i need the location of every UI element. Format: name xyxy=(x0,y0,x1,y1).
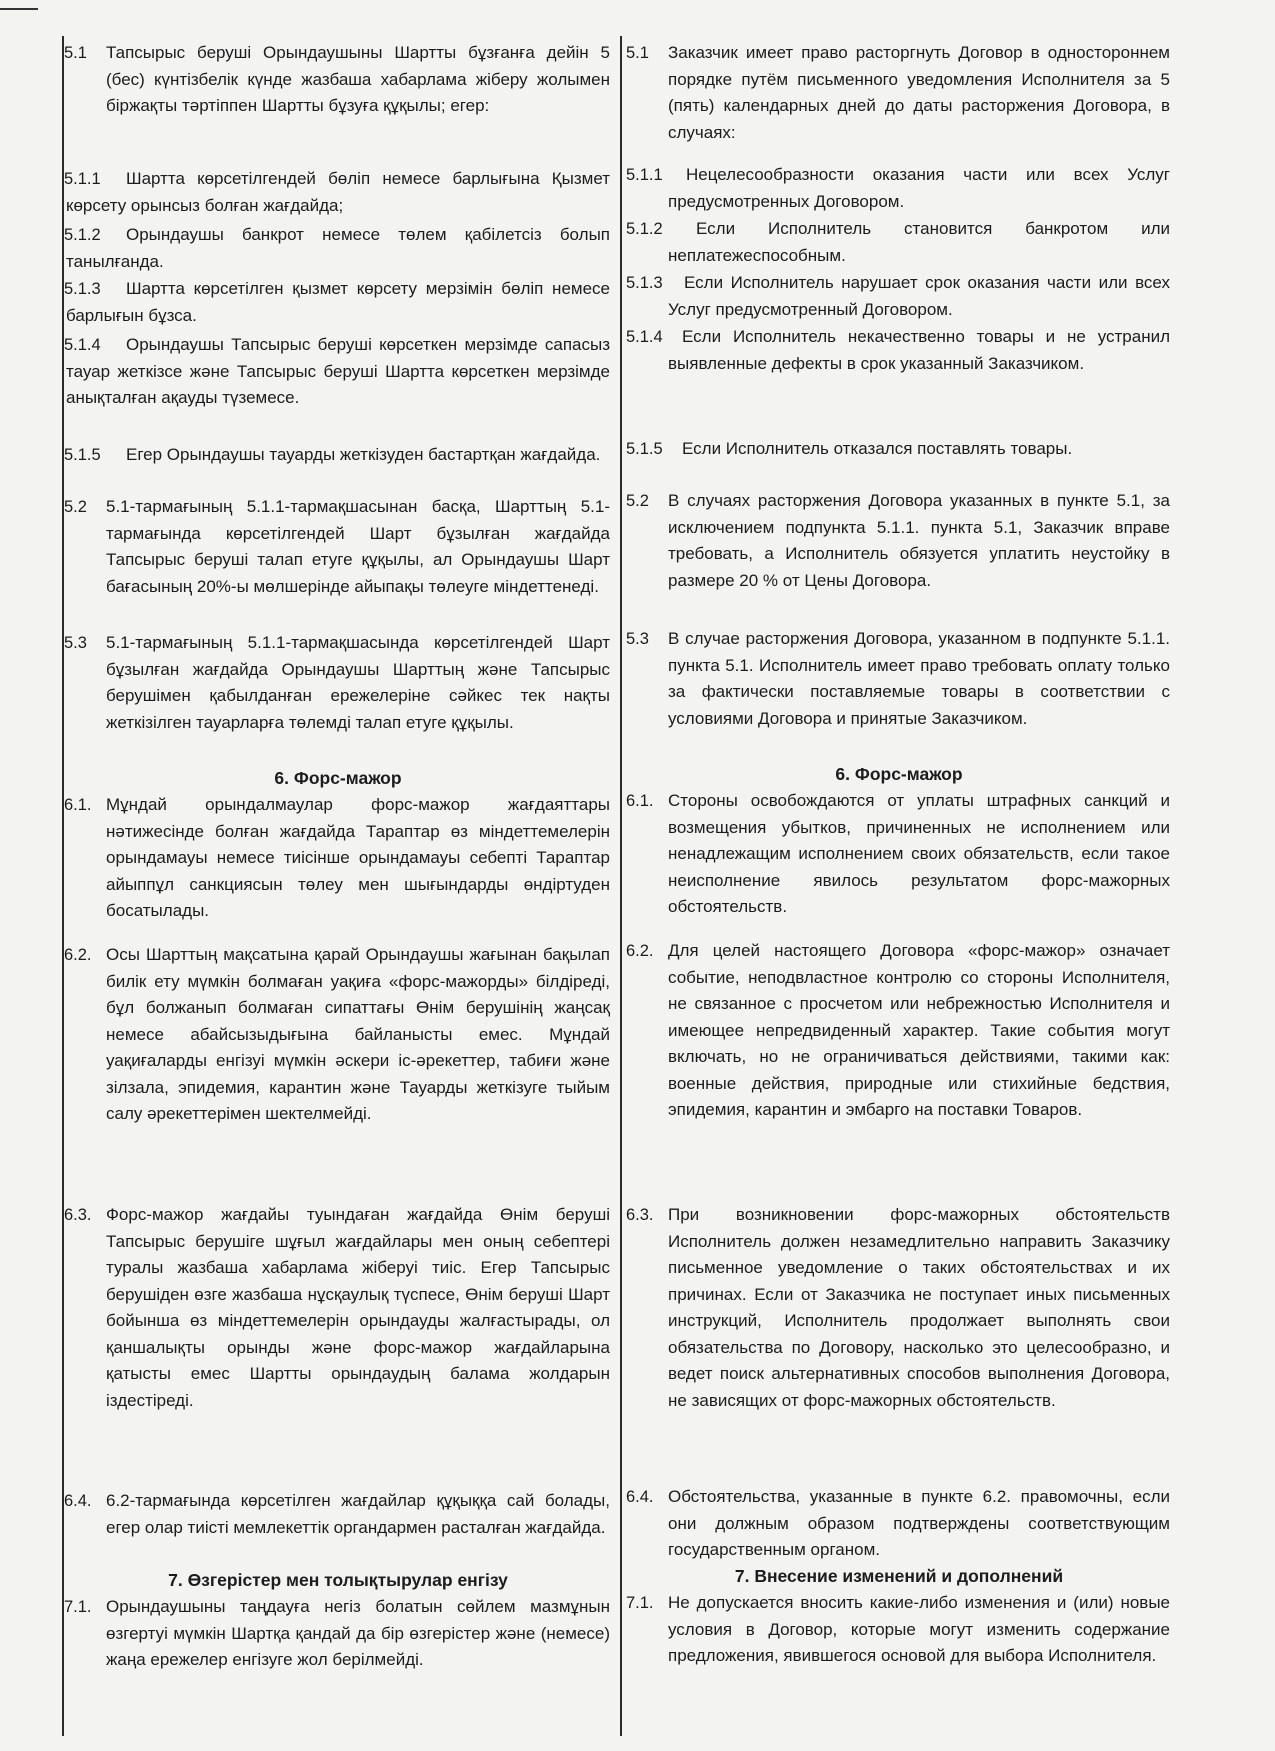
clause-5-1-3-kz xyxy=(66,276,610,329)
clause-number: 6.4. xyxy=(626,1488,654,1506)
clause-text: Заказчик имеет право расторгнуть Договор в одностороннем порядке путём письменного уведомления Исполнителя за 5 (пять) календарных дней до даты расторжения Договора, в случаях: xyxy=(668,43,1170,142)
clause-number: 5.1.3 xyxy=(64,280,101,298)
clause-text: Шартта көрсетілгендей бөліп немесе барлығына Қызмет көрсету орынсыз болған жағдайда; xyxy=(66,169,610,215)
clause-text: Орындаушыны таңдауға негіз болатын сөйлем мазмұнын өзгертуі мүмкін Шартқа қандай да бір өзгерістер және (немесе) жаңа ережелер енгізуге жол берілмейді. xyxy=(106,1597,610,1669)
top-margin-mark xyxy=(0,8,38,10)
clause-number: 5.3 xyxy=(64,634,87,652)
clause-text: В случаях расторжения Договора указанных в пункте 5.1, за исключением подпункта 5.1.1. пункта 5.1, Заказчик вправе требовать, а Исполнитель обязуется уплатить неустойку в размере 20 % от Цены Договора. xyxy=(668,491,1170,590)
clause-6-2-kz xyxy=(66,942,610,1128)
clause-5-1-3-ru xyxy=(628,270,1170,323)
column-divider-line xyxy=(620,36,622,1736)
clause-text: Нецелесообразности оказания части или всех Услуг предусмотренных Договором. xyxy=(668,165,1170,211)
clause-6-1-kz xyxy=(66,792,610,925)
clause-number: 5.1.4 xyxy=(64,336,101,354)
clause-number: 5.1.1 xyxy=(626,166,663,184)
section-7-heading-kz: 7. Өзгерістер мен толықтырулар енгізу xyxy=(168,1570,508,1590)
clause-text: 5.1-тармағының 5.1.1-тармақшасында көрсетілгендей Шарт бұзылған жағдайда Орындаушы Шарттың және Тапсырыс берушімен қабылданған ережелеріне сәйкес тек нақты жеткізілген тауарларға төлемді талап етуге құқылы. xyxy=(106,633,610,732)
section-6-heading-kz: 6. Форс-мажор xyxy=(274,768,402,788)
clause-number: 5.1 xyxy=(64,44,87,62)
section-6-heading-ru: 6. Форс-мажор xyxy=(835,764,963,784)
clause-5-1-1-ru xyxy=(628,162,1170,215)
clause-6-3-kz xyxy=(66,1202,610,1414)
clause-text: Мұндай орындалмаулар форс-мажор жағдаяттары нәтижесінде болған жағдайда Тараптар өз міндеттемелерін орындамауы немесе тиісінше орындамауы себепті Тараптар айыппұл санкциясын төлеу мен шығындарды өндіртуден босатылады. xyxy=(106,795,610,920)
clause-text: При возникновении форс-мажорных обстоятельств Исполнитель должен незамедлительно направить Заказчику письменное уведомление о таких обстоятельствах и их причинах. Если от Заказчика не поступает иных письменных инструкций, Исполнитель продолжает выполнять свои обязательства по Договору, насколько это целесообразно, и ведет поиск альтернативных способов выполнения Договора, не зависящих от форс-мажорных обстоятельств. xyxy=(668,1205,1170,1410)
clause-text: Если Исполнитель нарушает срок оказания части или всех Услуг предусмотренный Договором. xyxy=(668,273,1170,319)
clause-text: Орындаушы Тапсырыс беруші көрсеткен мерзімде сапасыз тауар жеткізсе және Тапсырыс беруші Шартта көрсеткен мерзімде анықталған ақауды түземесе. xyxy=(66,335,610,407)
clause-number: 5.1.2 xyxy=(64,226,101,244)
clause-5-1-4-ru xyxy=(628,324,1170,377)
clause-number: 5.3 xyxy=(626,630,649,648)
clause-number: 5.2 xyxy=(64,498,87,516)
clause-number: 5.1.5 xyxy=(626,440,663,458)
clause-number: 7.1. xyxy=(64,1598,92,1616)
kazakh-column xyxy=(66,36,610,1736)
clause-5-1-4-kz xyxy=(66,332,610,412)
clause-text: Егер Орындаушы тауарды жеткізуден бастартқан жағдайда. xyxy=(126,445,601,464)
clause-6-1-ru xyxy=(628,788,1170,921)
clause-text: Для целей настоящего Договора «форс-мажор» означает событие, неподвластное контролю со стороны Исполнителя, не связанное с просчетом или небрежностью Исполнителя и имеющее непредвиденный характер. Такие события могут включать, но не ограничиваться действиями, такими как: военные действия, природные или стихийные бедствия, эпидемия, карантин и эмбарго на поставки Товаров. xyxy=(668,941,1170,1119)
clause-5-3-kz xyxy=(66,630,610,736)
clause-5-1-ru xyxy=(628,40,1170,146)
clause-text: 5.1-тармағының 5.1.1-тармақшасынан басқа, Шарттың 5.1-тармағында көрсетілгендей Шарт бұзылған жағдайда Тапсырыс беруші талап етуге құқылы, ал Орындаушы Шарт бағасының 20%-ы мөлшерінде айыпақы төлеуге міндеттенеді. xyxy=(106,497,610,596)
clause-text: Не допускается вносить какие-либо изменения и (или) новые условия в Договор, которые могут изменить содержание предложения, явившегося основой для выбора Исполнителя. xyxy=(668,1593,1170,1665)
clause-number: 5.1.4 xyxy=(626,328,663,346)
clause-text: Если Исполнитель некачественно товары и не устранил выявленные дефекты в срок указанный Заказчиком. xyxy=(668,327,1170,373)
clause-number: 6.4. xyxy=(64,1492,92,1510)
clause-text: Форс-мажор жағдайы туындаған жағдайда Өнім беруші Тапсырыс берушіге шұғыл жағдайлары мен оның себептері туралы жазбаша хабарлама жіберуі тиіс. Егер Тапсырыс берушіден өзге жазбаша нұсқаулық түспесе, Өнім беруші Шарт бойынша өз міндеттемелерін орындауды жалғастырады, ол қаншалықты орынды және форс-мажор жағдайларына қатысты емес Шартты орындаудың балама жолдарын іздестіреді. xyxy=(106,1205,610,1410)
russian-column xyxy=(628,36,1170,1736)
clause-text: Стороны освобождаются от уплаты штрафных санкций и возмещения убытков, причиненных не исполнением или ненадлежащим исполнением своих обязательств, если такое неисполнение явилось результатом форс-мажорных обстоятельств. xyxy=(668,791,1170,916)
clause-number: 5.1 xyxy=(626,44,649,62)
clause-6-3-ru xyxy=(628,1202,1170,1414)
clause-text: Если Исполнитель отказался поставлять товары. xyxy=(682,439,1073,458)
clause-5-1-kz xyxy=(66,40,610,120)
clause-5-2-kz xyxy=(66,494,610,600)
clause-number: 7.1. xyxy=(626,1594,654,1612)
clause-5-3-ru xyxy=(628,626,1170,732)
clause-text: Осы Шарттың мақсатына қарай Орындаушы жағынан бақылап билік ету мүмкін болмаған уақиға «форс-мажорды» білдіреді, бұл болжанып болмаған сипаттағы Өнім берушінің жаңсақ немесе абайсызыдығына байланысты емес. Мұндай уақиғаларды енгізуі мүмкін әскери іс-әрекеттер, табиғи және зілзала, эпидемия, карантин және Тауарды жеткізуге тыйым салу әрекеттерімен шектелмейді. xyxy=(106,945,610,1123)
clause-text: Орындаушы банкрот немесе төлем қабілетсіз болып танылғанда. xyxy=(66,225,610,271)
clause-5-1-5-ru xyxy=(628,436,1170,463)
clause-number: 6.3. xyxy=(626,1206,654,1224)
clause-text: В случае расторжения Договора, указанном в подпункте 5.1.1. пункта 5.1. Исполнитель имеет право требовать оплату только за фактически поставляемые товары в соответствии с условиями Договора и принятые Заказчиком. xyxy=(668,629,1170,728)
clause-text: 6.2-тармағында көрсетілген жағдайлар құқыққа сай болады, егер олар тиісті мемлекеттік органдармен расталған жағдайда. xyxy=(106,1491,610,1537)
clause-6-4-kz xyxy=(66,1488,610,1541)
clause-5-1-2-kz xyxy=(66,222,610,275)
clause-number: 5.1.2 xyxy=(626,220,663,238)
clause-text: Обстоятельства, указанные в пункте 6.2. правомочны, если они должным образом подтверждены соответствующим государственным органом. xyxy=(668,1487,1170,1559)
clause-number: 6.3. xyxy=(64,1206,92,1224)
clause-5-1-1-kz xyxy=(66,166,610,219)
clause-6-4-ru xyxy=(628,1484,1170,1564)
clause-text: Тапсырыс беруші Орындаушыны Шартты бұзғанға дейін 5 (бес) күнтізбелік күнде жазбаша хабарлама жіберу жолымен біржақты тәртіппен Шартты бұзуға құқылы; егер: xyxy=(106,43,610,115)
clause-number: 6.1. xyxy=(64,796,92,814)
clause-number: 5.1.5 xyxy=(64,446,101,464)
section-7-heading-ru: 7. Внесение изменений и дополнений xyxy=(734,1566,1064,1586)
clause-number: 6.2. xyxy=(64,946,92,964)
clause-number: 5.1.1 xyxy=(64,170,101,188)
clause-7-1-ru xyxy=(628,1590,1170,1670)
clause-5-1-2-ru xyxy=(628,216,1170,269)
clause-text: Шартта көрсетілген қызмет көрсету мерзімін бөліп немесе барлығын бұзса. xyxy=(66,279,610,325)
clause-number: 5.1.3 xyxy=(626,274,663,292)
clause-6-2-ru xyxy=(628,938,1170,1124)
clause-5-2-ru xyxy=(628,488,1170,594)
clause-text: Если Исполнитель становится банкротом или неплатежеспособным. xyxy=(668,219,1170,265)
clause-5-1-5-kz xyxy=(66,442,610,469)
clause-number: 6.1. xyxy=(626,792,654,810)
clause-number: 6.2. xyxy=(626,942,654,960)
clause-number: 5.2 xyxy=(626,492,649,510)
clause-7-1-kz xyxy=(66,1594,610,1674)
